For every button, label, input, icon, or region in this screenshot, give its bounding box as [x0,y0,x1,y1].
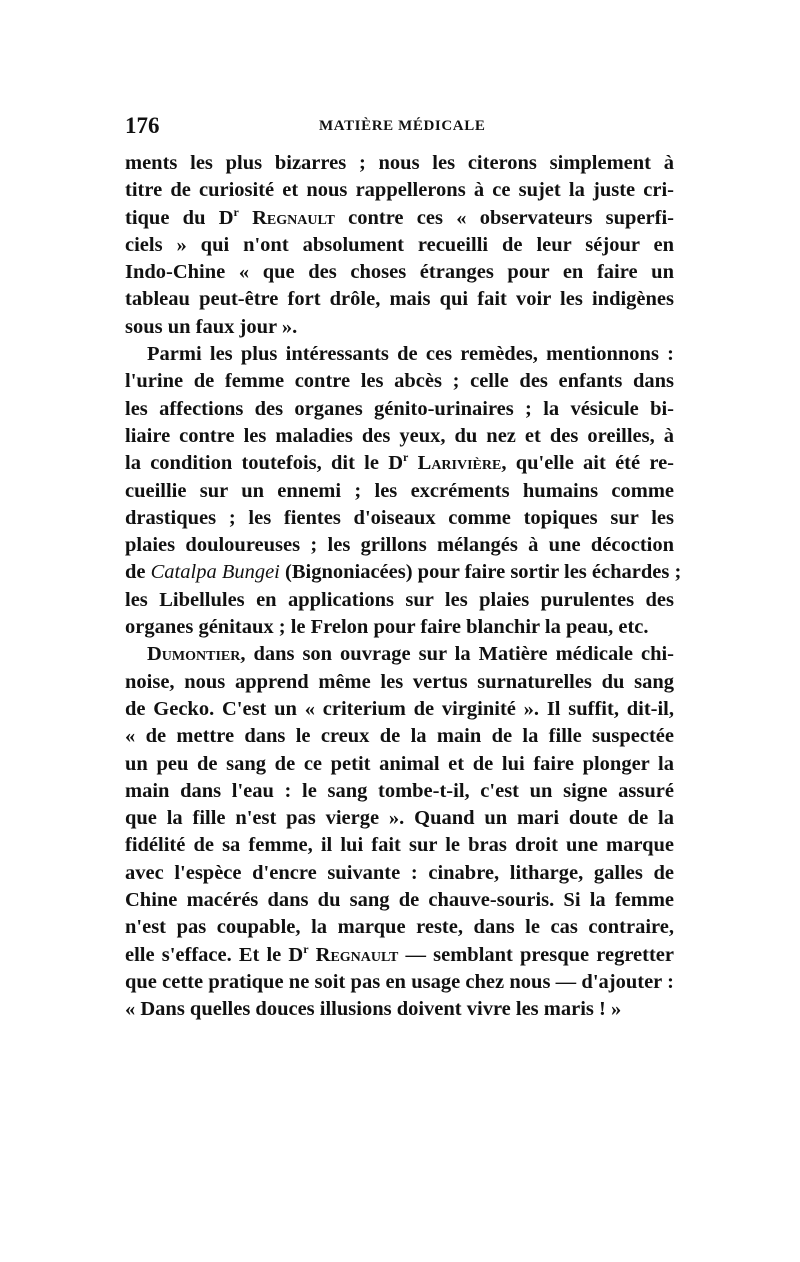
running-head: MATIÈRE MÉDICALE [319,118,486,134]
text-segment: plaies douloureuses ; les grillons mélangés à une décoction [125,534,674,557]
text-segment: r [403,450,409,465]
author-name: Regnault [315,943,399,966]
text-line [125,205,674,232]
text-line [125,942,674,969]
text-segment: tableau peut-être fort drôle, mais qui fait voir les indigènes [125,288,674,311]
text-segment: sous un faux jour ». [125,315,298,338]
text-segment: , qu'elle ait été re- [501,452,675,475]
text-line [125,996,674,1023]
text-segment: contre ces « observateurs superfi- [334,206,675,229]
text-line [125,914,674,941]
text-segment: Indo-Chine « que des choses étranges pour en faire un [125,261,674,284]
text-segment: titre de curiosité et nous rappellerons à ce sujet la juste cri- [125,179,674,202]
text-line [125,314,674,341]
text-segment: ments les plus bizarres ; nous les citerons simplement à [125,152,674,174]
text-line [125,505,674,532]
text-line [125,669,674,696]
text-line [125,969,674,996]
text-line [125,341,674,368]
author-name: Dumontier [147,643,241,666]
text-segment: organes génitaux ; le Frelon pour faire blanchir la peau, etc. [125,616,649,639]
paragraph [125,341,682,641]
author-name: Regnault [252,206,335,229]
text-line [125,450,674,477]
text-line [125,286,674,313]
text-segment: r [303,941,309,956]
paragraph [125,641,674,1023]
text-segment: , dans son ouvrage sur la Matière médicale chi- [240,643,674,666]
text-line [125,232,674,259]
text-segment: que cette pratique ne soit pas en usage chez nous — d'ajouter : [125,970,674,993]
text-segment [309,944,316,966]
text-segment: de [125,561,151,584]
text-segment: tique du D [125,206,234,229]
text-line [125,587,674,614]
text-line [125,368,674,395]
text-line [125,559,682,586]
text-line [125,832,674,859]
text-segment: cueillie sur un ennemi ; les excréments humains comme [125,479,674,502]
text-segment: « Dans quelles douces illusions doivent vivre les maris ! » [125,998,622,1021]
author-name: Larivière [417,452,502,475]
text-segment: drastiques ; les fientes d'oiseaux comme topiques sur les [125,506,674,529]
text-segment: — semblant presque regretter [398,943,674,966]
text-line [125,751,674,778]
text-line [125,614,674,641]
body-text [125,150,682,1024]
text-segment: que la fille n'est pas vierge ». Quand un mari doute de la [125,807,674,830]
text-segment: les Libellules en applications sur les plaies purulentes des [125,588,674,611]
text-segment: r [233,204,239,219]
text-segment: Parmi les plus intéressants de ces remèdes, mentionnons : [147,343,674,366]
text-segment: (Bignoniacées) pour faire sortir les échardes ; [279,561,682,584]
text-line [125,887,674,914]
text-segment: liaire contre les maladies des yeux, du nez et des oreilles, à [125,424,674,447]
text-segment [408,452,417,474]
page-number: 176 [125,113,160,138]
text-segment [239,207,252,229]
text-line [125,532,674,559]
text-line [125,805,674,832]
text-segment: un peu de sang de ce petit animal et de lui faire plonger la [125,752,674,775]
text-segment: noise, nous apprend même les vertus surnaturelles du sang [125,670,674,693]
text-line [125,778,674,805]
text-segment: ciels » qui n'ont absolument recueilli de leur séjour en [125,233,674,256]
paragraph [125,150,674,341]
text-segment: elle s'efface. Et le D [125,943,304,966]
text-line [125,396,674,423]
text-line [125,696,674,723]
text-segment: Chine macérés dans du sang de chauve-souris. Si la femme [125,889,674,912]
text-line [125,641,674,668]
text-segment: fidélité de sa femme, il lui fait sur le bras droit une marque [125,834,674,857]
text-line [125,723,674,750]
text-segment: l'urine de femme contre les abcès ; celle des enfants dans [125,370,674,393]
text-line [125,150,674,177]
text-line [125,478,674,505]
text-line [125,860,674,887]
page-header [125,113,677,143]
text-segment: n'est pas coupable, la marque reste, dans le cas contraire, [125,916,674,939]
text-segment: « de mettre dans le creux de la main de la fille suspectée [125,725,674,748]
text-line [125,259,674,286]
text-segment: la condition toutefois, dit le D [125,452,404,475]
text-segment: avec l'espèce d'encre suivante : cinabre, litharge, galles de [125,861,674,884]
text-segment: de Gecko. C'est un « criterium de virginité ». Il suffit, dit-il, [125,697,674,720]
text-line [125,423,674,450]
text-segment: main dans l'eau : le sang tombe-t-il, c'est un signe assuré [125,779,674,802]
text-line [125,177,674,204]
species-name: Catalpa Bungei [150,561,280,584]
text-segment: les affections des organes génito-urinaires ; la vésicule bi- [125,397,674,420]
